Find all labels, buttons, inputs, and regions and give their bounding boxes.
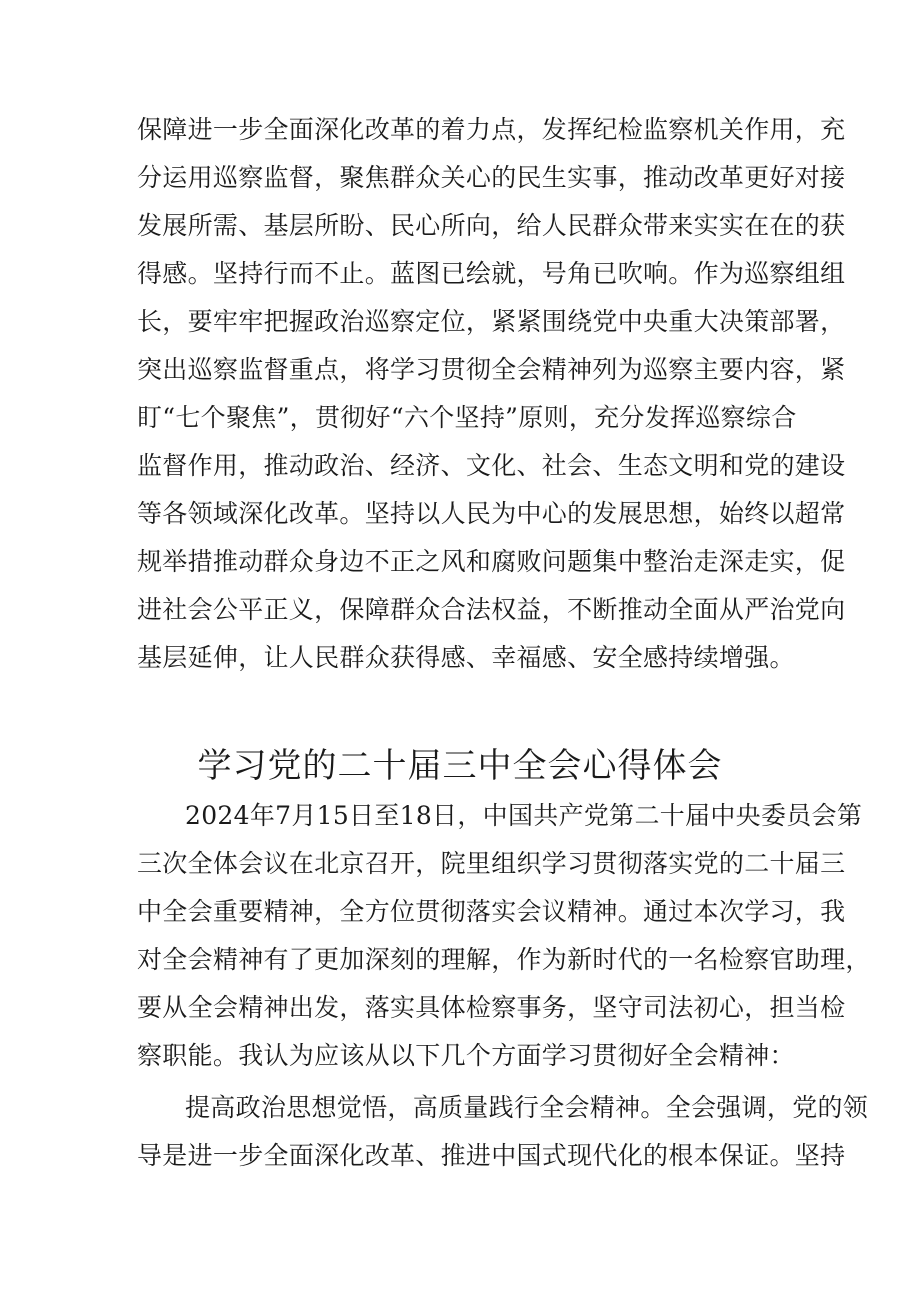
text-line: 基层延伸，让人民群众获得感、幸福感、安全感持续增强。 [137, 643, 795, 672]
article-title: 学习党的二十届三中全会心得体会 [197, 746, 723, 786]
text-line: 导是进一步全面深化改革、推进中国式现代化的根本保证。坚持 [137, 1141, 846, 1170]
text-line: 三次全体会议在北京召开，院里组织学习贯彻落实党的二十届三 [137, 849, 846, 878]
text-line: 中全会重要精神，全方位贯彻落实会议精神。通过本次学习，我 [137, 897, 846, 926]
text-line: 2024年7月15日至18日，中国共产党第二十届中央委员会第 [185, 801, 863, 830]
text-line: 突出巡察监督重点，将学习贯彻全会精神列为巡察主要内容，紧 [137, 355, 846, 384]
text-line: 规举措推动群众身边不正之风和腐败问题集中整治走深走实，促 [137, 547, 846, 576]
text-line: 监督作用，推动政治、经济、文化、社会、生态文明和党的建设 [137, 451, 846, 480]
text-line: 保障进一步全面深化改革的着力点，发挥纪检监察机关作用，充 [137, 115, 846, 144]
text-line: 进社会公平正义，保障群众合法权益，不断推动全面从严治党向 [137, 595, 846, 624]
text-line: 要从全会精神出发，落实具体检察事务，坚守司法初心，担当检 [137, 993, 846, 1022]
text-line: 对全会精神有了更加深刻的理解，作为新时代的一名检察官助理， [137, 945, 871, 974]
text-line: 盯“七个聚焦”，贯彻好“六个坚持”原则，充分发挥巡察综合 [137, 403, 797, 432]
text-line: 得感。坚持行而不止。蓝图已绘就，号角已吹响。作为巡察组组 [137, 259, 846, 288]
text-line: 长，要牢牢把握政治巡察定位，紧紧围绕党中央重大决策部署， [137, 307, 846, 336]
text-line: 等各领域深化改革。坚持以人民为中心的发展思想，始终以超常 [137, 499, 846, 528]
text-line: 察职能。我认为应该从以下几个方面学习贯彻好全会精神： [137, 1041, 795, 1070]
text-line: 分运用巡察监督，聚焦群众关心的民生实事，推动改革更好对接 [137, 163, 846, 192]
text-line: 提高政治思想觉悟，高质量践行全会精神。全会强调，党的领 [185, 1093, 869, 1122]
text-line: 发展所需、基层所盼、民心所向，给人民群众带来实实在在的获 [137, 211, 846, 240]
